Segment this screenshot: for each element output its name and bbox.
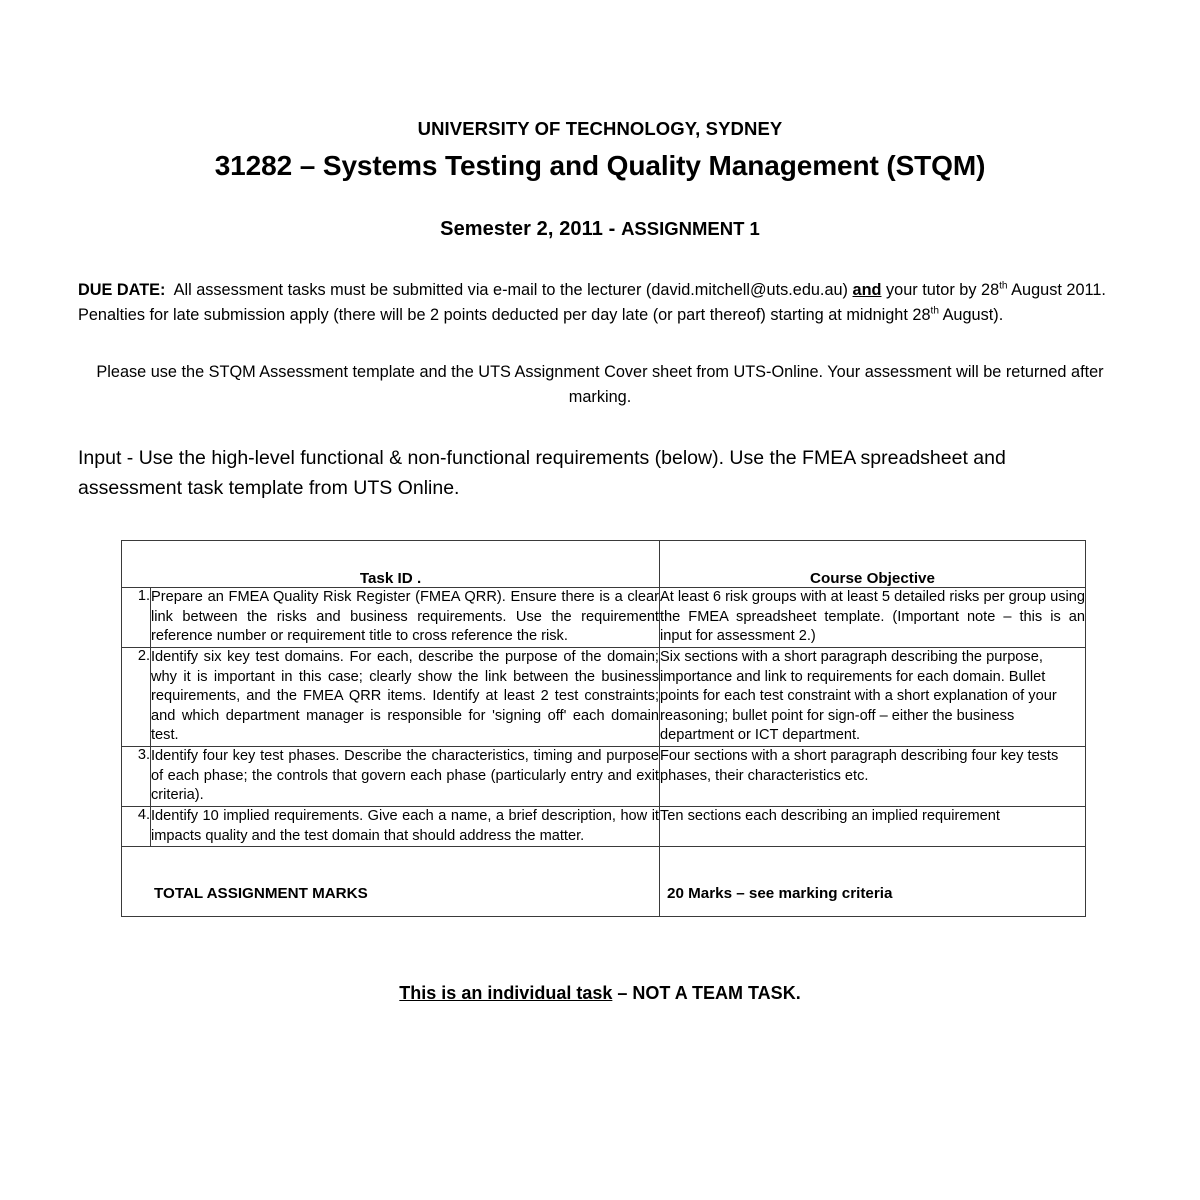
total-marks-label: TOTAL ASSIGNMENT MARKS	[122, 847, 660, 917]
individual-task-notice	[0, 983, 1200, 1004]
table-row	[122, 806, 1086, 846]
table-total-row	[122, 847, 1086, 917]
individual-task-rest: – NOT A TEAM TASK.	[612, 983, 801, 1003]
input-instruction-paragraph: Input - Use the high-level functional & non-functional requirements (below). Use the FMEA spreadsheet and assessment task template from UTS Online.	[78, 447, 1006, 500]
row-course-objective: At least 6 risk groups with at least 5 detailed risks per group using the FMEA spreadsheet template. (Important note – this is an input for assessment 2.)	[660, 588, 1086, 648]
row-number: 4.	[122, 806, 151, 846]
semester-assignment-heading	[0, 218, 1200, 241]
row-number: 2.	[122, 647, 151, 746]
row-task-description: Prepare an FMEA Quality Risk Register (FMEA QRR). Ensure there is a clear link between the risks and business requirements. Use the requirement reference number or requirement title to cross reference the risk.	[151, 588, 660, 648]
total-marks-value: 20 Marks – see marking criteria	[660, 847, 1086, 917]
due-date-emphasis-and: and	[852, 281, 882, 299]
due-date-text-4: August).	[938, 305, 1004, 324]
course-title-heading: 31282 – Systems Testing and Quality Management (STQM)	[214, 150, 986, 181]
table-row	[122, 647, 1086, 746]
due-date-text-1: All assessment tasks must be submitted via e-mail to the lecturer (david.mitchell@uts.edu.au)	[173, 281, 853, 299]
table-row	[122, 588, 1086, 648]
row-course-objective: Six sections with a short paragraph describing the purpose, importance and link to requirements for each domain. Bullet points for each test constraint with a short explanation of your reasoning; bullet point for sign-off – either the business department or ICT department.	[660, 647, 1086, 746]
semester-label: Semester 2, 2011 -	[440, 218, 622, 240]
university-heading: UNIVERSITY OF TECHNOLOGY, SYDNEY	[417, 118, 783, 139]
row-task-description: Identify six key test domains. For each, describe the purpose of the domain; why it is important in this case; clearly show the link between the business requirements, and the FMEA QRR items. Identify at least 2 test constraints; and which department manager is responsible for 'signing off' each domain test.	[151, 647, 660, 746]
row-course-objective: Four sections with a short paragraph describing four key tests phases, their characteristics etc.	[660, 747, 1086, 807]
row-task-description: Identify 10 implied requirements. Give each a name, a brief description, how it impacts quality and the test domain that should address the matter.	[151, 806, 660, 846]
row-number: 3.	[122, 747, 151, 807]
column-header-task-id: Task ID .	[122, 541, 660, 588]
column-header-course-objective: Course Objective	[660, 541, 1086, 588]
row-number: 1.	[122, 588, 151, 648]
assignment-tasks-table-wrapper	[121, 540, 1085, 917]
table-header-row	[122, 541, 1086, 588]
due-date-label: DUE DATE:	[78, 281, 166, 299]
assignment-tasks-table	[121, 540, 1086, 917]
row-task-description: Identify four key test phases. Describe the characteristics, timing and purpose of each phase; the controls that govern each phase (particularly entry and exit criteria).	[151, 747, 660, 807]
row-course-objective: Ten sections each describing an implied requirement	[660, 806, 1086, 846]
due-date-text-2: your tutor by 28	[881, 281, 1000, 299]
submission-notice-paragraph: Please use the STQM Assessment template and the UTS Assignment Cover sheet from UTS-Online. Your assessment will be returned after marking.	[96, 363, 1104, 406]
due-date-paragraph	[78, 278, 1122, 328]
assignment-label: ASSIGNMENT 1	[621, 218, 760, 239]
due-date-ordinal-2: th	[930, 305, 939, 317]
due-date-text-3: August 2011. Penalties for late submission apply (there will be 2 points deducted per day late (or part thereof) starting at midnight 28	[78, 281, 1106, 324]
due-date-ordinal-1: th	[999, 280, 1008, 292]
table-row	[122, 747, 1086, 807]
individual-task-underlined: This is an individual task	[399, 983, 613, 1003]
